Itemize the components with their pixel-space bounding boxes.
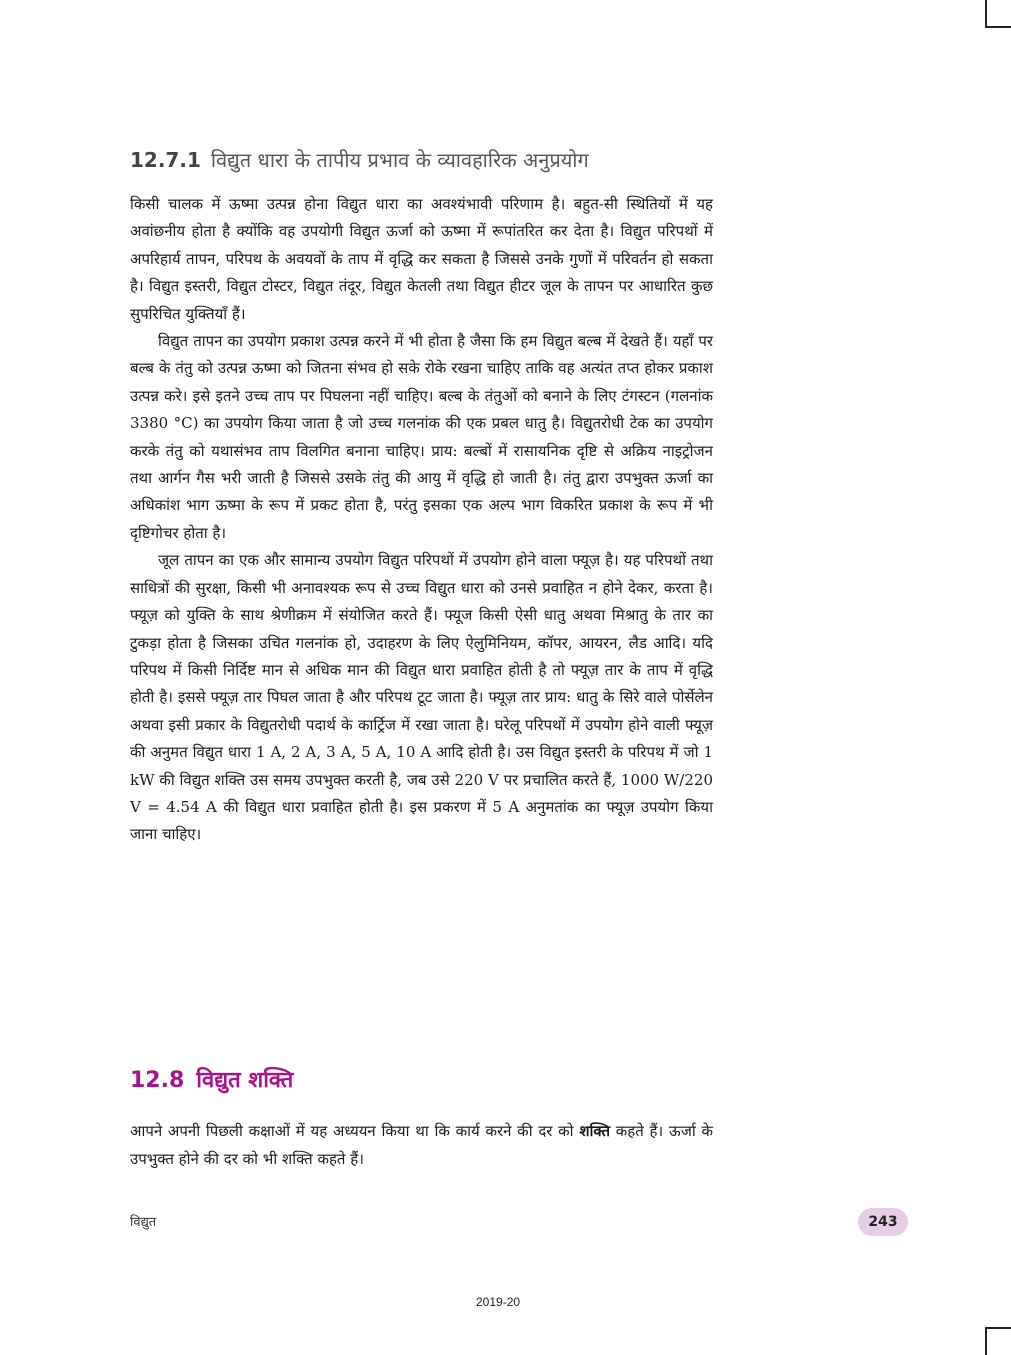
section-title: विद्युत शक्ति bbox=[196, 1067, 294, 1093]
section-number: 12.7.1 bbox=[130, 148, 201, 172]
crop-mark-bottom-right-horizontal bbox=[985, 1327, 1011, 1329]
crop-mark-bottom-right bbox=[985, 1327, 987, 1355]
paragraph-2: विद्युत तापन का उपयोग प्रकाश उत्पन्न करने में भी होता है जैसा कि हम विद्युत बल्ब में देखते हैं। यहाँ पर बल्ब के तंतु को उत्पन्न ऊष्मा को जितना संभव हो सके रोके रखना चाहिए ताकि वह अत्यंत तप्त होकर प्रकाश उत्पन्न करे। इसे इतने उच्च ताप पर पिघलना नहीं चाहिए। बल्ब के तंतुओं को बनाने के लिए टंगस्टन (गलनांक 3380 °C) का उपयोग किया जाता है जो उच्च गलनांक की एक प्रबल धातु है। विद्युतरोधी टेक का उपयोग करके तंतु को यथासंभव ताप विलगित बनाना चाहिए। प्राय: बल्बों में रासायनिक दृष्टि से अक्रिय नाइट्रोजन तथा आर्गन गैस भरी जाती है जिससे उसके तंतु की आयु में वृद्धि हो जाती है। तंतु द्वारा उपभुक्त ऊर्जा का अधिकांश भाग ऊष्मा के रूप में प्रकट होता है, परंतु इसका एक अल्प भाग विकरित प्रकाश के रूप में भी दृष्टिगोचर होता है। bbox=[130, 332, 713, 542]
page-number-badge: 243 bbox=[858, 1208, 908, 1236]
footer-chapter-name: विद्युत bbox=[130, 1215, 157, 1230]
section-number: 12.8 bbox=[130, 1068, 185, 1093]
bold-term: शक्ति bbox=[579, 1122, 611, 1140]
section-heading-12-8 bbox=[130, 1064, 293, 1094]
paragraph-3: जूल तापन का एक और सामान्य उपयोग विद्युत परिपथों में उपयोग होने वाला फ्यूज़ है। यह परिपथों तथा साधित्रों की सुरक्षा, किसी भी अनावश्यक रूप से उच्च विद्युत धारा को उनसे प्रवाहित न होने देकर, करता है। फ्यूज़ को युक्ति के साथ श्रेणीक्रम में संयोजित करते हैं। फ्यूज किसी ऐसी धातु अथवा मिश्रातु के तार का टुकड़ा होता है जिसका उचित गलनांक हो, उदाहरण के लिए ऐलुमिनियम, कॉपर, आयरन, लैड आदि। यदि परिपथ में किसी निर्दिष्ट मान से अधिक मान की विद्युत धारा प्रवाहित होती है तो फ्यूज़ तार के ताप में वृद्धि होती है। इससे फ्यूज़ तार पिघल जाता है और परिपथ टूट जाता है। फ्यूज़ तार प्राय: धातु के सिरे वाले पोर्सेलेन अथवा इसी प्रकार के विद्युतरोधी पदार्थ के कार्ट्रिज में रखा जाता है। घरेलू परिपथों में उपयोग होने वाली फ्यूज़ की अनुमत विद्युत धारा 1 A, 2 A, 3 A, 5 A, 10 A आदि होती है। उस विद्युत इस्तरी के परिपथ में जो 1 kW की विद्युत शक्ति उस समय उपभुक्त करती है, जब उसे 220 V पर प्रचालित करते हैं, 1000 W/220 V = 4.54 A की विद्युत धारा प्रवाहित होती है। इस प्रकरण में 5 A अनुमतांक का फ्यूज़ उपयोग किया जाना चाहिए। bbox=[130, 551, 713, 844]
edition-year: 2019-20 bbox=[476, 1295, 521, 1309]
paragraph-1: किसी चालक में ऊष्मा उत्पन्न होना विद्युत धारा का अवश्यंभावी परिणाम है। बहुत-सी स्थितियों में यह अवांछनीय होता है क्योंकि वह उपयोगी विद्युत ऊर्जा को ऊष्मा में रूपांतरित कर देता है। विद्युत परिपथों में अपरिहार्य तापन, परिपथ के अवयवों के ताप में वृद्धि कर सकता है जिससे उनके गुणों में परिवर्तन हो सकता है। विद्युत इस्तरी, विद्युत टोस्टर, विद्युत तंदूर, विद्युत केतली तथा विद्युत हीटर जूल के तापन पर आधारित कुछ सुपरिचित युक्तियाँ हैं। bbox=[130, 195, 713, 323]
paragraph-end: कहते हैं। ऊर्जा के उपभुक्त होने की दर को भी शक्ति कहते हैं। bbox=[130, 1122, 713, 1168]
crop-mark-top-right-horizontal bbox=[985, 26, 1011, 28]
section-body-12-8 bbox=[130, 1117, 713, 1173]
section-title: विद्युत धारा के तापीय प्रभाव के व्यावहारिक अनुप्रयोग bbox=[210, 148, 589, 172]
crop-mark-top-right bbox=[985, 0, 987, 28]
section-heading-12-7-1 bbox=[130, 146, 730, 173]
paragraph-power bbox=[130, 1117, 713, 1173]
section-body-12-7-1 bbox=[130, 191, 713, 849]
paragraph-start: आपने अपनी पिछली कक्षाओं में यह अध्ययन किया था कि कार्य करने की दर को bbox=[130, 1122, 580, 1140]
